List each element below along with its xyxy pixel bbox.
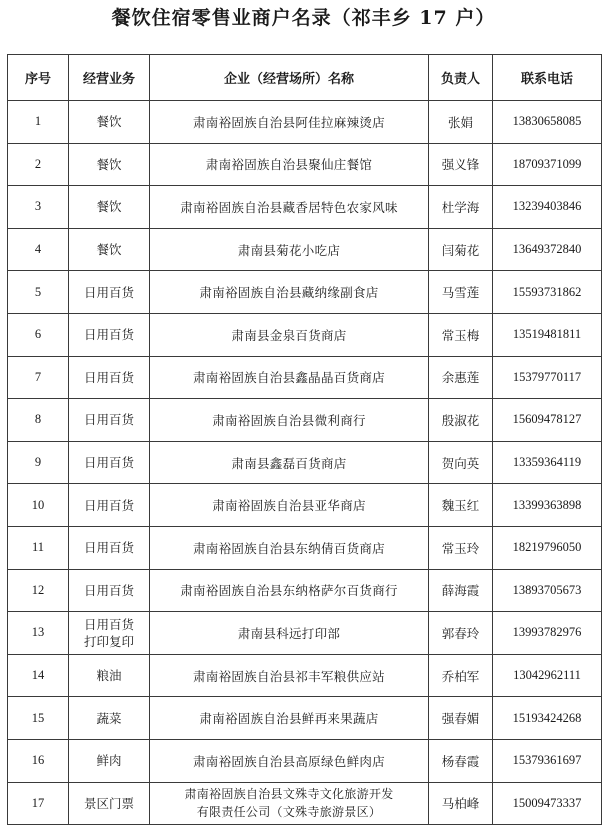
- business-name-line: 肃南裕固族自治县微利商行: [212, 412, 366, 428]
- table-row: [8, 739, 602, 782]
- table-row: [8, 399, 602, 442]
- table-row: [8, 143, 602, 186]
- business-name-line: 肃南裕固族自治县聚仙庄餐馆: [205, 157, 373, 173]
- row-index: 4: [8, 228, 69, 271]
- business-type-line: 日用百货: [83, 540, 134, 556]
- business-name-line: 肃南裕固族自治县亚华商店: [212, 498, 366, 514]
- row-index: 2: [8, 143, 69, 186]
- row-index: 17: [8, 782, 69, 825]
- column-header-index: 序号: [8, 55, 69, 101]
- row-index: 14: [8, 654, 69, 697]
- row-index: 1: [8, 101, 69, 144]
- contact-phone: 15593731862: [493, 271, 602, 314]
- business-name-line: 肃南裕固族自治县文殊寺文化旅游开发: [184, 787, 394, 802]
- person-in-charge: 乔柏军: [429, 654, 493, 697]
- business-type: [69, 441, 150, 484]
- person-in-charge: 余惠莲: [429, 356, 493, 399]
- contact-phone: 13993782976: [493, 612, 602, 655]
- business-name-line: 有限责任公司（文殊寺旅游景区）: [196, 805, 382, 820]
- business-type-line: 日用百货: [83, 616, 134, 632]
- row-index: 5: [8, 271, 69, 314]
- business-type-line: 餐饮: [96, 199, 122, 215]
- business-type-line: 日用百货: [83, 497, 134, 513]
- business-type: [69, 271, 150, 314]
- business-type: [69, 569, 150, 612]
- table-row: [8, 441, 602, 484]
- contact-phone: 13359364119: [493, 441, 602, 484]
- contact-phone: 15379770117: [493, 356, 602, 399]
- column-header-person: 负责人: [429, 55, 493, 101]
- row-index: 13: [8, 612, 69, 655]
- business-type-line: 餐饮: [96, 156, 122, 172]
- business-name-line: 肃南裕固族自治县东纳格萨尔百货商行: [180, 583, 398, 599]
- table-row: [8, 101, 602, 144]
- person-in-charge: 魏玉红: [429, 484, 493, 527]
- business-name-line: 肃南县金泉百货商店: [231, 327, 347, 343]
- business-type-line: 日用百货: [83, 412, 134, 428]
- column-header-phone: 联系电话: [493, 55, 602, 101]
- business-type-line: 日用百货: [83, 369, 134, 385]
- business-type: [69, 356, 150, 399]
- table-row: [8, 186, 602, 229]
- business-name-line: 肃南裕固族自治县藏香居特色农家风味: [180, 199, 398, 215]
- business-type: [69, 612, 150, 655]
- business-type-line: 日用百货: [83, 284, 134, 300]
- business-name: [150, 697, 429, 740]
- table-header-row: [8, 55, 602, 101]
- business-name: [150, 782, 429, 825]
- business-type: [69, 186, 150, 229]
- person-in-charge: 强义锋: [429, 143, 493, 186]
- business-name: [150, 271, 429, 314]
- table-body: [8, 101, 602, 825]
- row-index: 7: [8, 356, 69, 399]
- business-type-line: 日用百货: [83, 327, 134, 343]
- business-name-line: 肃南裕固族自治县东纳倩百货商店: [192, 540, 385, 556]
- business-type-line: 鲜肉: [96, 753, 122, 769]
- business-name: [150, 143, 429, 186]
- business-name-line: 肃南县菊花小吃店: [237, 242, 341, 258]
- business-name-line: 肃南裕固族自治县鲜再来果蔬店: [199, 711, 379, 727]
- row-index: 16: [8, 739, 69, 782]
- person-in-charge: 马雪莲: [429, 271, 493, 314]
- business-type: [69, 782, 150, 825]
- row-index: 8: [8, 399, 69, 442]
- table-row: [8, 526, 602, 569]
- business-type-line: 打印复印: [83, 633, 134, 649]
- business-name: [150, 313, 429, 356]
- business-type: [69, 484, 150, 527]
- business-name-line: 肃南裕固族自治县高原绿色鲜肉店: [192, 753, 385, 769]
- business-name-line: 肃南裕固族自治县鑫晶晶百货商店: [192, 370, 385, 386]
- table-row: [8, 228, 602, 271]
- business-type-line: 餐饮: [96, 242, 122, 258]
- business-name: [150, 739, 429, 782]
- business-name: [150, 228, 429, 271]
- business-name: [150, 612, 429, 655]
- business-type: [69, 399, 150, 442]
- business-name: [150, 186, 429, 229]
- business-type-line: 餐饮: [96, 114, 122, 130]
- business-name: [150, 441, 429, 484]
- row-index: 15: [8, 697, 69, 740]
- person-in-charge: 马柏峰: [429, 782, 493, 825]
- person-in-charge: 殷淑花: [429, 399, 493, 442]
- business-type-line: 日用百货: [83, 582, 134, 598]
- business-name: [150, 654, 429, 697]
- person-in-charge: 杨春霞: [429, 739, 493, 782]
- contact-phone: 13399363898: [493, 484, 602, 527]
- table-row: [8, 782, 602, 825]
- business-name-line: 肃南裕固族自治县祁丰军粮供应站: [192, 668, 385, 684]
- business-name-line: 肃南裕固族自治县藏纳缘副食店: [199, 285, 379, 301]
- merchant-table: [7, 54, 602, 825]
- person-in-charge: 贺向英: [429, 441, 493, 484]
- business-type: [69, 101, 150, 144]
- person-in-charge: 闫菊花: [429, 228, 493, 271]
- contact-phone: 18709371099: [493, 143, 602, 186]
- row-index: 10: [8, 484, 69, 527]
- business-type: [69, 526, 150, 569]
- business-type: [69, 654, 150, 697]
- business-type: [69, 228, 150, 271]
- business-name: [150, 356, 429, 399]
- contact-phone: 13893705673: [493, 569, 602, 612]
- column-header-business: 经营业务: [69, 55, 150, 101]
- business-name-line: 肃南裕固族自治县阿佳拉麻辣烫店: [192, 114, 385, 130]
- business-type-line: 日用百货: [83, 455, 134, 471]
- table-row: [8, 612, 602, 655]
- business-type: [69, 697, 150, 740]
- page-title: 餐饮住宿零售业商户名录（祁丰乡 17 户）: [111, 7, 496, 29]
- row-index: 9: [8, 441, 69, 484]
- table-row: [8, 356, 602, 399]
- business-type: [69, 739, 150, 782]
- row-index: 6: [8, 313, 69, 356]
- contact-phone: 15609478127: [493, 399, 602, 442]
- business-type-line: 蔬菜: [96, 710, 122, 726]
- person-in-charge: 张娟: [429, 101, 493, 144]
- table-row: [8, 313, 602, 356]
- business-name-line: 肃南县科远打印部: [237, 625, 341, 641]
- person-in-charge: 郭春玲: [429, 612, 493, 655]
- table-row: [8, 697, 602, 740]
- person-in-charge: 薛海霞: [429, 569, 493, 612]
- contact-phone: 15193424268: [493, 697, 602, 740]
- person-in-charge: 杜学海: [429, 186, 493, 229]
- contact-phone: 15009473337: [493, 782, 602, 825]
- business-name: [150, 569, 429, 612]
- row-index: 11: [8, 526, 69, 569]
- contact-phone: 15379361697: [493, 739, 602, 782]
- column-header-name: 企业（经营场所）名称: [150, 55, 429, 101]
- person-in-charge: 常玉玲: [429, 526, 493, 569]
- contact-phone: 13519481811: [493, 313, 602, 356]
- table-row: [8, 569, 602, 612]
- business-name-line: 肃南县鑫磊百货商店: [231, 455, 347, 471]
- table-row: [8, 484, 602, 527]
- business-type: [69, 143, 150, 186]
- contact-phone: 13042962111: [493, 654, 602, 697]
- person-in-charge: 强春媚: [429, 697, 493, 740]
- person-in-charge: 常玉梅: [429, 313, 493, 356]
- contact-phone: 13649372840: [493, 228, 602, 271]
- business-type-line: 粮油: [96, 668, 122, 684]
- contact-phone: 13830658085: [493, 101, 602, 144]
- contact-phone: 13239403846: [493, 186, 602, 229]
- business-name: [150, 101, 429, 144]
- business-name: [150, 526, 429, 569]
- row-index: 3: [8, 186, 69, 229]
- business-type: [69, 313, 150, 356]
- contact-phone: 18219796050: [493, 526, 602, 569]
- business-type-line: 景区门票: [83, 795, 134, 811]
- business-name: [150, 484, 429, 527]
- table-row: [8, 654, 602, 697]
- table-row: [8, 271, 602, 314]
- row-index: 12: [8, 569, 69, 612]
- business-name: [150, 399, 429, 442]
